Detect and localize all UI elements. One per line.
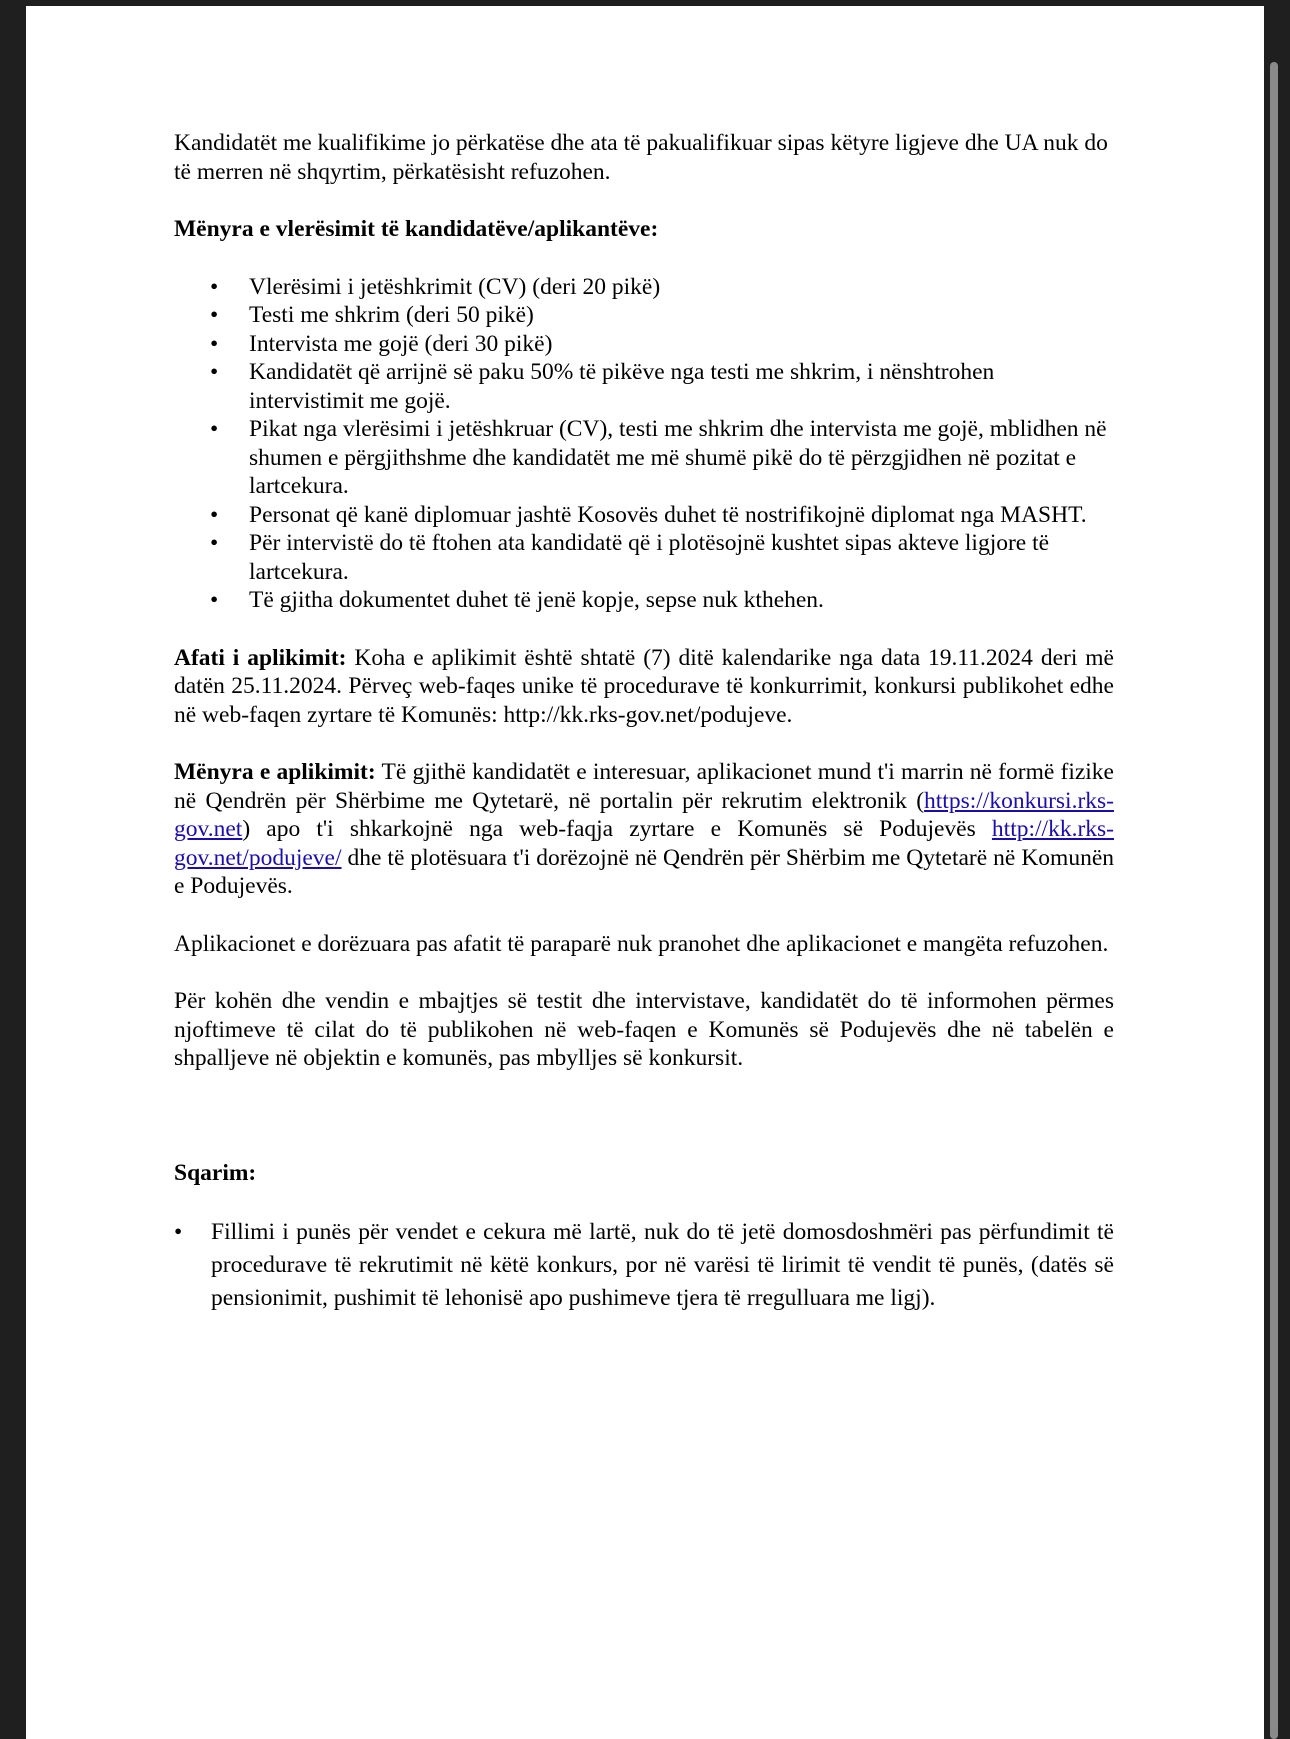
page-content: [174, 129, 1114, 1315]
application-paragraph: Mënyra e aplikimit: Të gjithë kandidatët e interesuar, aplikacionet mund t'i marrin në formë fizike në Qendrën për Shërbime me Qytetarë, në portalin për rekrutim elektronik (https://konkursi.rks-gov.net) apo t'i shkarkojnë nga web-faqja zyrtare e Komunës së Podujevës http://kk.rks-gov.net/podujeve/ dhe të plotësuara t'i dorëzojnë në Qendrën për Shërbim me Qytetarë në Komunën e Podujevës.: [174, 759, 1114, 899]
evaluation-heading: Mënyra e vlerësimit të kandidatëve/aplikantëve:: [174, 216, 659, 242]
list-item: • Kandidatët që arrijnë së paku 50% të pikëve nga testi me shkrim, i nënshtrohen intervistimit me gojë.: [210, 359, 995, 414]
document-page: [26, 6, 1264, 1739]
bullet-icon: •: [210, 416, 219, 442]
list-item: • Për intervistë do të ftohen ata kandidatë që i plotësojnë kushtet sipas akteve ligjore të lartcekura.: [210, 530, 1050, 585]
bullet-icon: •: [210, 501, 219, 528]
vertical-scrollbar[interactable]: [1270, 62, 1278, 1739]
bullet-icon: •: [210, 330, 219, 357]
list-item: • Të gjitha dokumentet duhet të jenë kopje, sepse nuk kthehen.: [210, 587, 824, 613]
intro-paragraph: Kandidatët me kualifikime jo përkatëse dhe ata të pakualifikuar sipas këtyre ligjeve dhe UA nuk do të merren në shqyrtim, përkatësisht refuzohen.: [174, 130, 1108, 185]
konkursi-portal-link[interactable]: https://konkursi.rks-gov.net: [174, 787, 1114, 842]
application-label: Mënyra e aplikimit:: [174, 759, 376, 785]
notification-paragraph: Për kohën dhe vendin e mbajtjes së testit dhe intervistave, kandidatët do të informohen përmes njoftimeve të cilat do të publikohen në web-faqen e Komunës së Podujevës dhe në tabelën e shpalljeve në objektin e komunës, pas mbylljes së konkursit.: [174, 988, 1114, 1071]
clarification-heading: Sqarim:: [174, 1159, 257, 1186]
list-item: • Vlerësimi i jetëshkrimit (CV) (deri 20 pikë): [210, 273, 661, 300]
evaluation-list: [174, 273, 1114, 615]
late-applications-paragraph: Aplikacionet e dorëzuara pas afatit të paraparë nuk pranohet dhe aplikacionet e mangëta refuzohen.: [174, 930, 1109, 957]
bullet-icon: •: [210, 302, 219, 328]
bullet-icon: •: [174, 1219, 183, 1245]
list-item: • Fillimi i punës për vendet e cekura më lartë, nuk do të jetë domosdoshmëri pas përfundimit të procedurave të rekrutimit në këtë konkurs, por në varësi të lirimit të vendit të punës, (datës së pensionimit, pushimit të lehonisë apo pushimeve tjera të rregulluara me ligj).: [174, 1216, 1114, 1315]
deadline-paragraph: [174, 644, 1114, 730]
list-item: • Personat që kanë diplomuar jashtë Kosovës duhet të nostrifikojnë diplomat nga MASHT.: [210, 501, 1087, 528]
deadline-label: Afati i aplikimit:: [174, 644, 347, 671]
bullet-icon: •: [210, 273, 219, 300]
list-item: • Intervista me gojë (deri 30 pikë): [210, 330, 553, 357]
list-item: • Pikat nga vlerësimi i jetëshkruar (CV), testi me shkrim dhe intervista me gojë, mblidhen në shumen e përgjithshme dhe kandidatët me më shumë pikë do të përzgjidhen në pozitat e lartcekura.: [210, 416, 1107, 499]
bullet-icon: •: [210, 587, 219, 613]
deadline-text: Koha e aplikimit është shtatë (7) ditë kalendarike nga data 19.11.2024 deri më datën 25.11.2024. Përveç web-faqes unike të procedurave të konkurrimit, konkursi publikohet edhe në web-faqen zyrtare të Komunës: http://kk.rks-gov.net/podujeve.: [174, 644, 1114, 728]
list-item: • Testi me shkrim (deri 50 pikë): [210, 302, 534, 328]
municipality-website-link[interactable]: http://kk.rks-gov.net/podujeve/: [174, 816, 1114, 871]
bullet-icon: •: [210, 530, 219, 556]
bullet-icon: •: [210, 359, 219, 385]
clarification-list: [174, 1216, 1114, 1315]
